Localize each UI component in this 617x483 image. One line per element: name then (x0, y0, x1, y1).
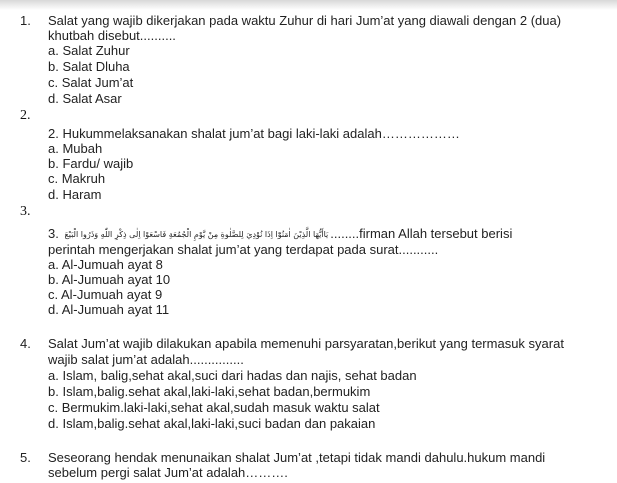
option-a: a. Mubah (48, 141, 103, 156)
question-text: sebelum pergi salat Jum’at adalah………. (48, 465, 288, 480)
option-c: c. Salat Jum’at (48, 75, 134, 90)
question-number: 4. (20, 336, 31, 351)
option-a: a. Islam, balig,sehat akal,suci dari hadas dan najis, sehat badan (48, 368, 417, 383)
option-a: a. Al-Jumuah ayat 8 (48, 257, 163, 272)
option-b: b. Al-Jumuah ayat 10 (48, 272, 171, 287)
question-text: khutbah disebut.......... (48, 28, 176, 43)
option-b: b. Salat Dluha (48, 59, 130, 74)
option-d: d. Salat Asar (48, 91, 122, 106)
option-b: b. Fardu/ wajib (48, 156, 134, 171)
question-prefix: 3. (48, 226, 59, 241)
option-b: b. Islam,balig.sehat akal,laki-laki,sehat badan,bermukim (48, 384, 371, 399)
question-text (48, 226, 512, 242)
option-c: c. Makruh (48, 171, 106, 186)
question-text: wajib salat jum’at adalah............... (48, 352, 244, 367)
top-shadow (0, 0, 617, 10)
question-number: 5. (20, 450, 31, 465)
option-d: d. Al-Jumuah ayat 11 (48, 302, 170, 317)
option-a: a. Salat Zuhur (48, 43, 130, 58)
option-c: c. Bermukim.laki-laki,sehat akal,sudah masuk waktu salat (48, 400, 380, 415)
question-number: 1. (20, 13, 31, 28)
arabic-verse: يَاأَيُّهَا الَّذِيْنَ اٰمَنُوْٓا اِذَا نُوْدِيَ لِلصَّلٰوةِ مِنْ يَّوْمِ الْجُمُعَةِ فَاسْعَوْا اِلٰى ذِكْرِ اللّٰهِ وَذَرُوا الْبَيْعَ (64, 230, 329, 240)
question-text: 2. Hukummelaksanakan shalat jum’at bagi laki-laki adalah……………… (48, 126, 460, 141)
question-number: 2. (20, 108, 31, 123)
question-text-rest: ........firman Allah tersebut berisi (330, 226, 513, 241)
question-text: Salat Jum’at wajib dilakukan apabila memenuhi parsyaratan,berikut yang termasuk syarat (48, 336, 564, 351)
question-text: perintah mengerjakan shalat jum’at yang terdapat pada surat........... (48, 242, 439, 257)
question-text: Salat yang wajib dikerjakan pada waktu Zuhur di hari Jum’at yang diawali dengan 2 (dua) (48, 13, 562, 28)
option-c: c. Al-Jumuah ayat 9 (48, 287, 163, 302)
option-d: d. Islam,balig.sehat akal,laki-laki,suci badan dan pakaian (48, 416, 376, 431)
option-d: d. Haram (48, 187, 102, 202)
question-text: Seseorang hendak menunaikan shalat Jum’at ,tetapi tidak mandi dahulu.hukum mandi (48, 450, 546, 465)
question-number: 3. (20, 204, 31, 219)
